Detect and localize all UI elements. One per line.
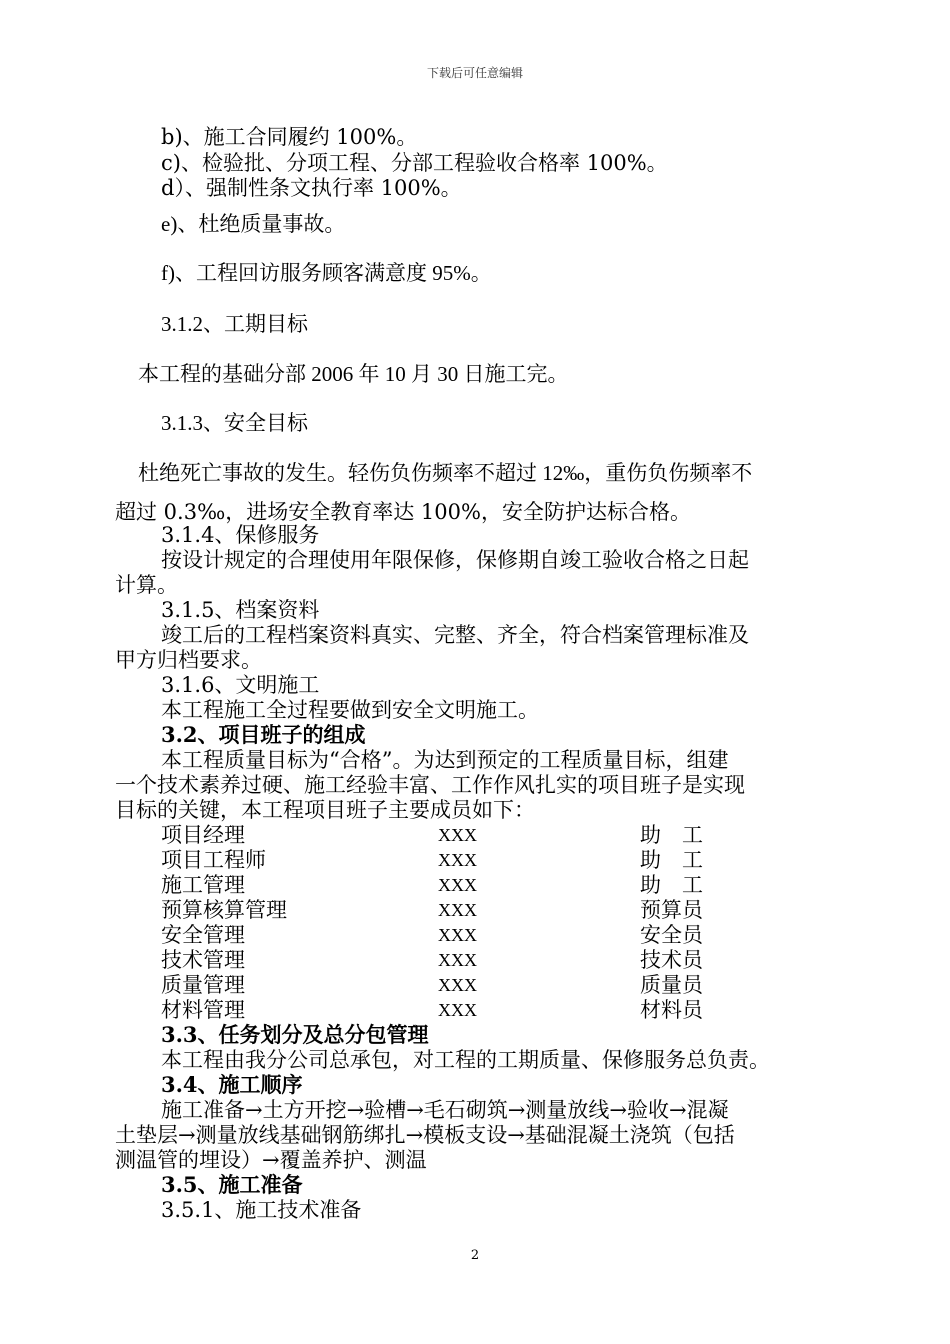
section-heading: 3.1.4、保修服务 [161,523,320,547]
text-line: d）、强制性条文执行率 100%。 [161,176,462,200]
staff-name: XXX [438,825,477,845]
staff-title: 助 工 [640,873,703,897]
text-line: 超过 0.3‰，进场安全教育率达 100%，安全防护达标合格。 [115,500,691,524]
section-heading: 3.1.6、文明施工 [161,673,320,697]
staff-role: 质量管理 [161,973,245,997]
text-line: 一个技术素养过硬、施工经验丰富、工作作风扎实的项目班子是实现 [115,773,745,797]
staff-name: XXX [438,1000,477,1020]
text-line: b)、施工合同履约 100%。 [161,125,418,149]
table-row [0,972,950,998]
staff-role: 技术管理 [161,948,245,972]
staff-name: XXX [438,900,477,920]
text-line: 按设计规定的合理使用年限保修，保修期自竣工验收合格之日起 [161,548,749,572]
text-line: 土垫层→测量放线基础钢筋绑扎→模板支设→基础混凝土浇筑（包括 [115,1123,735,1147]
text-line: 甲方归档要求。 [115,648,262,672]
table-row [0,872,950,898]
table-row [0,997,950,1023]
text-line: 施工准备→土方开挖→验槽→毛石砌筑→测量放线→验收→混凝 [161,1098,729,1122]
staff-title: 助 工 [640,848,703,872]
staff-title: 技术员 [640,948,703,972]
text-line: 本工程施工全过程要做到安全文明施工。 [161,698,539,722]
staff-name: XXX [438,875,477,895]
section-heading: 3.1.2、工期目标 [161,312,308,336]
staff-name: XXX [438,950,477,970]
staff-role: 材料管理 [161,998,245,1022]
text-line: 竣工后的工程档案资料真实、完整、齐全，符合档案管理标准及 [161,623,749,647]
staff-title: 安全员 [640,923,703,947]
section-heading: 3.1.3、安全目标 [161,411,308,435]
text-line: 本工程的基础分部 2006 年 10 月 30 日施工完。 [138,362,569,386]
staff-role: 项目工程师 [161,848,266,872]
staff-role: 施工管理 [161,873,245,897]
text-line: e)、杜绝质量事故。 [161,212,346,236]
text-line: 本工程由我分公司总承包，对工程的工期质量、保修服务总负责。 [161,1048,770,1072]
section-heading: 3.5、施工准备 [161,1172,303,1197]
staff-role: 预算核算管理 [161,898,287,922]
section-heading: 3.2、项目班子的组成 [161,722,366,747]
staff-title: 材料员 [640,998,703,1022]
table-row [0,822,950,848]
staff-role: 安全管理 [161,923,245,947]
page-number: 2 [470,1248,480,1263]
table-row [0,922,950,948]
table-row [0,947,950,973]
text-line: 目标的关键，本工程项目班子主要成员如下： [115,798,535,822]
text-line: 本工程质量目标为“合格”。为达到预定的工程质量目标，组建 [161,748,729,772]
section-heading: 3.5.1、施工技术准备 [161,1198,362,1222]
staff-name: XXX [438,850,477,870]
table-row [0,847,950,873]
staff-title: 质量员 [640,973,703,997]
text-line: 杜绝死亡事故的发生。轻伤负伤频率不超过 12‰，重伤负伤频率不 [138,461,753,485]
text-line: 测温管的埋设）→覆盖养护、测温 [115,1148,427,1172]
section-heading: 3.4、施工顺序 [161,1072,303,1097]
staff-title: 预算员 [640,898,703,922]
page-header-note: 下载后可任意编辑 [426,66,523,80]
table-row [0,897,950,923]
text-line: 计算。 [115,573,178,597]
staff-role: 项目经理 [161,823,245,847]
staff-name: XXX [438,975,477,995]
text-line: c)、检验批、分项工程、分部工程验收合格率 100%。 [161,151,668,175]
text-line: f)、工程回访服务顾客满意度 95%。 [161,261,492,285]
section-heading: 3.3、任务划分及总分包管理 [161,1022,429,1047]
staff-name: XXX [438,925,477,945]
section-heading: 3.1.5、档案资料 [161,598,320,622]
staff-title: 助 工 [640,823,703,847]
